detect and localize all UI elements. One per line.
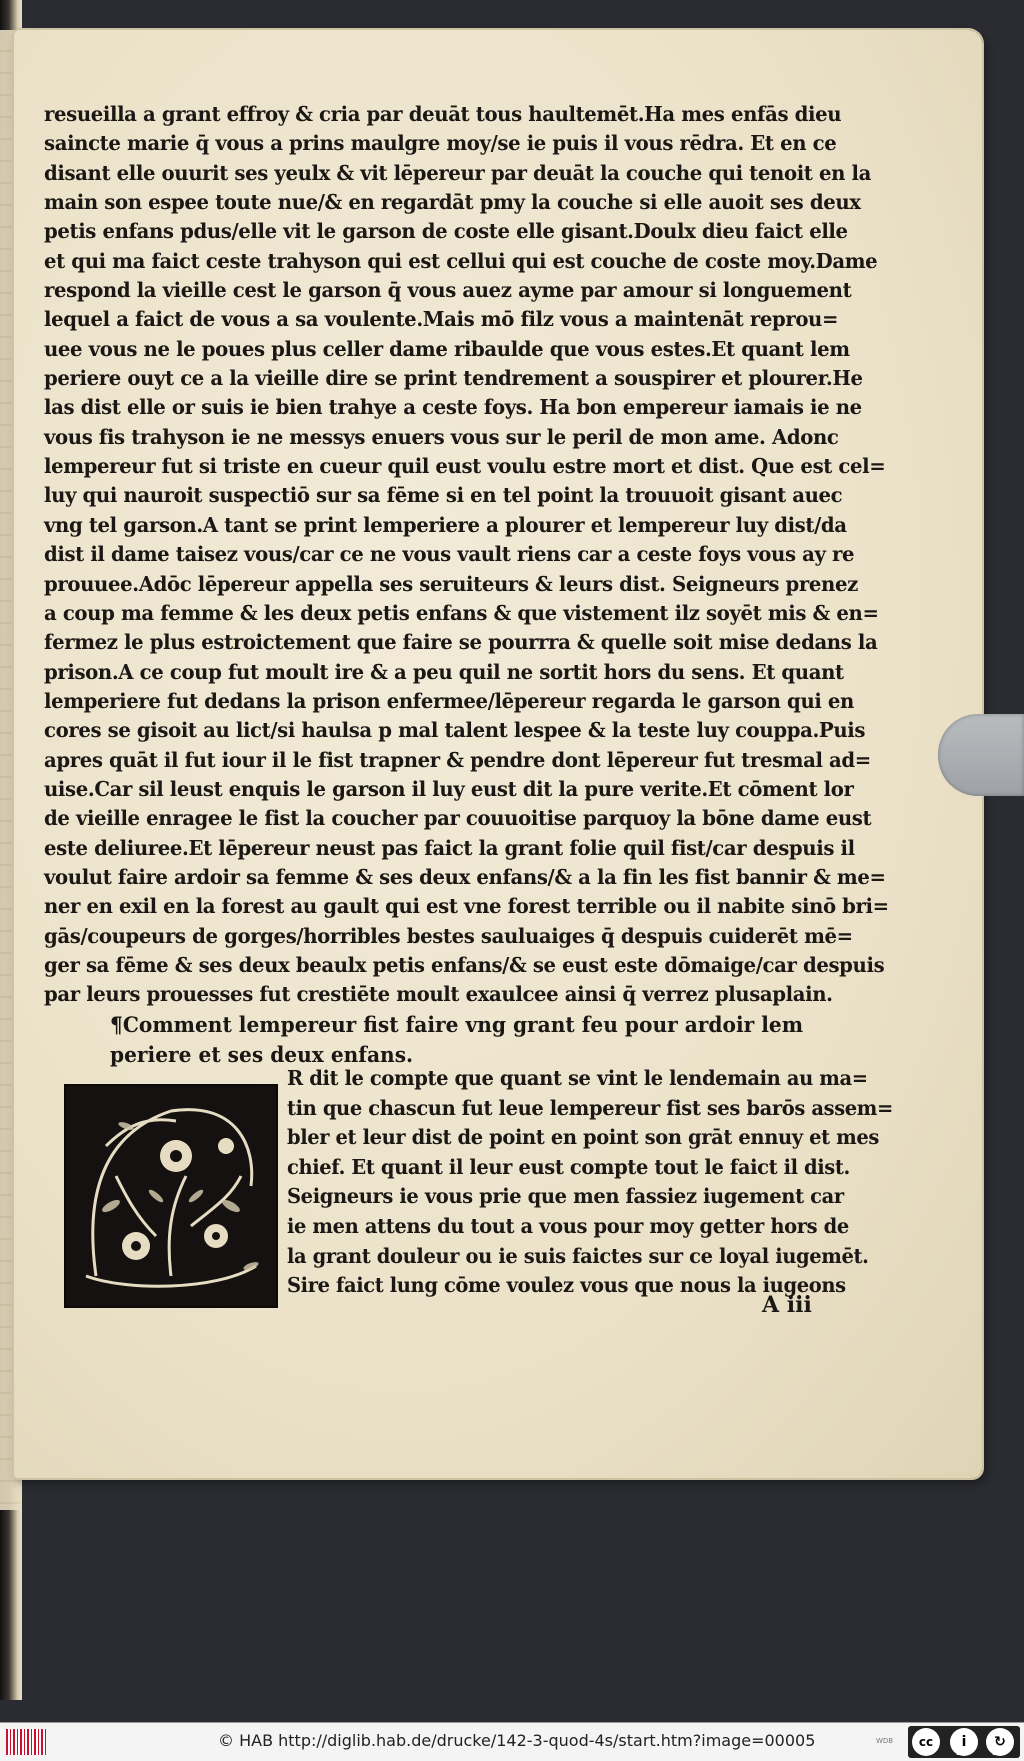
floral-initial-icon (66, 1086, 276, 1306)
body-text (44, 100, 889, 1010)
text-line: par leurs prouesses fut crestiēte moult exaulcee ainsi q̄ verrez plusaplain. (44, 982, 833, 1007)
rubric-line: periere et ses deux enfans. (110, 1042, 414, 1067)
text-line: periere ouyt ce a la vieille dire se print tendrement a souspirer et plourer.He (44, 366, 863, 391)
footer-bar (0, 1722, 1024, 1761)
chapter-rubric (110, 1010, 840, 1070)
by-icon: i (950, 1728, 978, 1756)
text-line: petis enfans pdus/elle vit le garson de coste elle gisant.Doulx dieu faict elle (44, 219, 848, 244)
second-paragraph (287, 1064, 893, 1301)
text-line: la grant douleur ou ie suis faictes sur ce loyal iugemēt. (287, 1243, 869, 1268)
footer-url-text[interactable]: © HAB http://diglib.hab.de/drucke/142-3-quod-4s/start.htm?image=00005 (218, 1731, 816, 1750)
page-marker-tab (938, 714, 1024, 796)
text-line: de vieille enragee le fist la coucher par couuoitise parquoy la bōne dame eust (44, 806, 872, 831)
text-line: a coup ma femme & les deux petis enfans & que vistement ilz soyēt mis & en= (44, 600, 879, 625)
text-line: uise.Car sil leust enquis le garson il luy eust dit la pure verite.Et cōment lor (44, 776, 854, 801)
sa-label: SA (992, 1748, 1003, 1757)
footer-small-text: WDB (876, 1737, 894, 1745)
text-line: Seigneurs ie vous prie que men fassiez iugement car (287, 1184, 844, 1209)
text-line: ger sa fēme & ses deux beaulx petis enfans/& se eust este dōmaige/car despuis (44, 952, 885, 977)
text-line: Sire faict lung cōme voulez vous que nous la iugeons (287, 1273, 846, 1298)
text-line: gās/coupeurs de gorges/horribles bestes sauluaiges q̄ despuis cuiderēt mē= (44, 923, 853, 948)
text-line: ie men attens du tout a vous pour moy getter hors de (287, 1213, 849, 1238)
text-line: resueilla a grant effroy & cria par deuāt tous haultemēt.Ha mes enfās dieu (44, 102, 842, 126)
cc-icon: cc (912, 1728, 940, 1756)
text-line: lequel a faict de vous a sa voulente.Mais mō filz vous a maintenāt reprou= (44, 307, 839, 332)
text-line: vous fis trahyson ie ne messys enuers vous sur le peril de mon ame. Adonc (44, 424, 839, 449)
text-line: et qui ma faict ceste trahyson qui est cellui qui est couche de coste moy.Dame (44, 248, 878, 273)
text-line: bler et leur dist de point en point son grāt ennuy et mes (287, 1125, 879, 1150)
text-line: tin que chascun fut leue lempereur fist ses barōs assem= (287, 1095, 893, 1120)
text-line: chief. Et quant il leur eust compte tout le faict il dist. (287, 1154, 850, 1179)
text-line: las dist elle or suis ie bien trahye a ceste foys. Ha bon empereur iamais ie ne (44, 395, 862, 420)
text-line: luy qui nauroit suspectiō sur sa fēme si en tel point la trouuoit gisant auec (44, 483, 843, 508)
by-label: BY (956, 1748, 966, 1757)
text-line: dist il dame taisez vous/car ce ne vous vault riens car a ceste foys vous ay re (44, 542, 855, 567)
text-line: fermez le plus estroictement que faire se pourrra & quelle soit mise dedans la (44, 630, 878, 655)
rubric-line: ¶Comment lempereur fist faire vng grant feu pour ardoir lem (110, 1012, 804, 1037)
text-line: lempereur fut si triste en cueur quil eust voulu estre mort et dist. Que est cel= (44, 454, 886, 479)
text-line: ner en exil en la forest au gault qui est vne forest terrible ou il nabite sinō bri= (44, 894, 889, 919)
text-line: saincte marie q̄ vous a prins maulgre moy/se ie puis il vous rēdra. Et en ce (44, 131, 837, 156)
text-line: R dit le compte que quant se vint le lendemain au ma= (287, 1066, 868, 1090)
text-line: este deliuree.Et lēpereur neust pas faict la grant folie quil fist/car despuis il (44, 835, 855, 860)
text-line: cores se gisoit au lict/si haulsa p mal talent lespee & la teste luy couppa.Puis (44, 718, 866, 743)
text-line: voulut faire ardoir sa femme & ses deux enfans/& a la fin les fist bannir & me= (44, 864, 886, 889)
text-line: lemperiere fut dedans la prison enfermee/lēpereur regarda le garson qui en (44, 688, 854, 713)
text-line: disant elle ouurit ses yeulx & vit lēpereur par deuāt la couche qui tenoit en la (44, 160, 871, 185)
signature-mark: A iii (762, 1292, 812, 1318)
library-logo-icon (6, 1729, 46, 1755)
decorated-initial (64, 1084, 278, 1308)
text-line: respond la vieille cest le garson q̄ vous auez ayme par amour si longuement (44, 278, 852, 303)
cc-license-badge[interactable] (908, 1726, 1020, 1758)
text-line: vng tel garson.A tant se print lemperiere a plourer et lempereur luy dist/da (44, 512, 847, 537)
text-line: prouuee.Adōc lēpereur appella ses seruiteurs & leurs dist. Seigneurs prenez (44, 571, 858, 596)
text-line: main son espee toute nue/& en regardāt pmy la couche si elle auoit ses deux (44, 190, 861, 215)
text-line: uee vous ne le poues plus celler dame ribaulde que vous estes.Et quant lem (44, 336, 850, 361)
sa-icon: ↻ (986, 1728, 1014, 1756)
text-line: prison.A ce coup fut moult ire & a peu quil ne sortit hors du sens. Et quant (44, 659, 844, 684)
text-line: apres quāt il fut iour il le fist trapner & pendre dont lēpereur fut tresmal ad= (44, 747, 871, 772)
